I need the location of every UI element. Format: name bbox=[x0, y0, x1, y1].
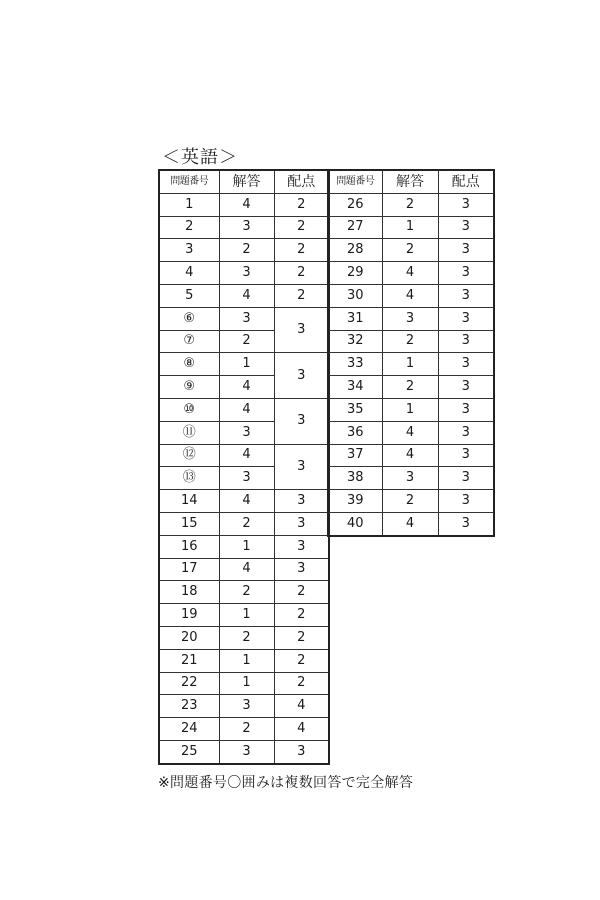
answer-cell: 1 bbox=[219, 353, 274, 376]
points-cell: 3 bbox=[438, 353, 494, 376]
table-row bbox=[159, 512, 329, 535]
question-number-cell: 25 bbox=[159, 740, 219, 763]
answer-cell: 4 bbox=[382, 444, 438, 467]
table-row bbox=[159, 216, 329, 239]
points-cell: 2 bbox=[274, 649, 329, 672]
points-cell: 3 bbox=[274, 535, 329, 558]
question-number-cell: 22 bbox=[159, 672, 219, 695]
answer-cell: 3 bbox=[219, 421, 274, 444]
header-row bbox=[159, 170, 329, 193]
question-number-cell: 23 bbox=[159, 695, 219, 718]
table-row bbox=[328, 307, 494, 330]
points-cell: 3 bbox=[438, 398, 494, 421]
table-body-right bbox=[328, 193, 494, 535]
table-row bbox=[159, 649, 329, 672]
header-question-number: 問題番号 bbox=[159, 170, 219, 193]
table-row bbox=[159, 193, 329, 216]
question-number-cell: ⑦ bbox=[159, 330, 219, 353]
answer-cell: 1 bbox=[219, 649, 274, 672]
answer-cell: 2 bbox=[219, 718, 274, 741]
points-cell: 3 bbox=[274, 558, 329, 581]
answer-cell: 4 bbox=[382, 421, 438, 444]
question-number-cell: ⑬ bbox=[159, 467, 219, 490]
points-cell: 3 bbox=[438, 421, 494, 444]
table-row bbox=[159, 718, 329, 741]
question-number-cell: 21 bbox=[159, 649, 219, 672]
footnote: ※問題番号〇囲みは複数回答で完全解答 bbox=[158, 775, 414, 791]
question-number-cell: 26 bbox=[328, 193, 382, 216]
table-row bbox=[328, 421, 494, 444]
points-cell: 3 bbox=[274, 353, 329, 399]
table-row bbox=[159, 262, 329, 285]
answer-cell: 3 bbox=[219, 740, 274, 763]
points-cell: 2 bbox=[274, 672, 329, 695]
answer-cell: 2 bbox=[219, 239, 274, 262]
question-number-cell: 24 bbox=[159, 718, 219, 741]
header-question-number: 問題番号 bbox=[328, 170, 382, 193]
answer-table-left bbox=[158, 169, 330, 765]
table-row bbox=[328, 444, 494, 467]
question-number-cell: 19 bbox=[159, 604, 219, 627]
answer-cell: 2 bbox=[382, 490, 438, 513]
points-cell: 4 bbox=[274, 695, 329, 718]
table-row bbox=[159, 581, 329, 604]
points-cell: 2 bbox=[274, 262, 329, 285]
header-row bbox=[328, 170, 494, 193]
table-row bbox=[328, 216, 494, 239]
points-cell: 3 bbox=[438, 490, 494, 513]
table-row bbox=[159, 353, 329, 376]
points-cell: 3 bbox=[438, 330, 494, 353]
answer-cell: 2 bbox=[382, 193, 438, 216]
points-cell: 2 bbox=[274, 284, 329, 307]
question-number-cell: 35 bbox=[328, 398, 382, 421]
answer-cell: 4 bbox=[219, 284, 274, 307]
question-number-cell: 15 bbox=[159, 512, 219, 535]
table-row bbox=[159, 626, 329, 649]
table-row bbox=[159, 398, 329, 421]
section-title: ＜英語＞ bbox=[162, 147, 238, 168]
answer-cell: 4 bbox=[219, 376, 274, 399]
question-number-cell: 34 bbox=[328, 376, 382, 399]
table-row bbox=[159, 672, 329, 695]
answer-cell: 1 bbox=[219, 672, 274, 695]
table-row bbox=[328, 262, 494, 285]
table-row bbox=[159, 284, 329, 307]
answer-cell: 4 bbox=[219, 193, 274, 216]
answer-cell: 1 bbox=[219, 604, 274, 627]
table-row bbox=[159, 307, 329, 330]
answer-cell: 2 bbox=[219, 330, 274, 353]
table-row bbox=[328, 376, 494, 399]
answer-cell: 3 bbox=[219, 467, 274, 490]
points-cell: 2 bbox=[274, 626, 329, 649]
question-number-cell: 30 bbox=[328, 284, 382, 307]
points-cell: 2 bbox=[274, 216, 329, 239]
points-cell: 3 bbox=[274, 398, 329, 444]
points-cell: 3 bbox=[438, 376, 494, 399]
answer-cell: 3 bbox=[219, 262, 274, 285]
table-row bbox=[328, 284, 494, 307]
answer-cell: 4 bbox=[219, 490, 274, 513]
points-cell: 3 bbox=[438, 284, 494, 307]
question-number-cell: ⑨ bbox=[159, 376, 219, 399]
question-number-cell: 28 bbox=[328, 239, 382, 262]
points-cell: 3 bbox=[438, 239, 494, 262]
points-cell: 3 bbox=[438, 444, 494, 467]
points-cell: 3 bbox=[438, 193, 494, 216]
answer-cell: 2 bbox=[382, 239, 438, 262]
table-row bbox=[328, 490, 494, 513]
question-number-cell: 1 bbox=[159, 193, 219, 216]
answer-cell: 3 bbox=[382, 307, 438, 330]
points-cell: 3 bbox=[274, 512, 329, 535]
points-cell: 3 bbox=[438, 467, 494, 490]
question-number-cell: 20 bbox=[159, 626, 219, 649]
question-number-cell: ⑫ bbox=[159, 444, 219, 467]
answer-cell: 1 bbox=[382, 353, 438, 376]
points-cell: 4 bbox=[274, 718, 329, 741]
points-cell: 2 bbox=[274, 604, 329, 627]
question-number-cell: 36 bbox=[328, 421, 382, 444]
table-row bbox=[328, 330, 494, 353]
points-cell: 2 bbox=[274, 193, 329, 216]
answer-cell: 1 bbox=[219, 535, 274, 558]
question-number-cell: 29 bbox=[328, 262, 382, 285]
question-number-cell: 31 bbox=[328, 307, 382, 330]
answer-table-right bbox=[327, 169, 495, 537]
points-cell: 3 bbox=[438, 262, 494, 285]
answer-cell: 4 bbox=[382, 512, 438, 535]
points-cell: 2 bbox=[274, 239, 329, 262]
answer-cell: 4 bbox=[219, 444, 274, 467]
header-answer: 解答 bbox=[219, 170, 274, 193]
answer-cell: 3 bbox=[219, 695, 274, 718]
question-number-cell: 37 bbox=[328, 444, 382, 467]
answer-cell: 2 bbox=[219, 512, 274, 535]
table-row bbox=[328, 239, 494, 262]
answer-cell: 4 bbox=[382, 284, 438, 307]
question-number-cell: 18 bbox=[159, 581, 219, 604]
answer-cell: 1 bbox=[382, 216, 438, 239]
answer-cell: 2 bbox=[382, 376, 438, 399]
points-cell: 3 bbox=[274, 307, 329, 353]
question-number-cell: 16 bbox=[159, 535, 219, 558]
answer-cell: 3 bbox=[219, 216, 274, 239]
question-number-cell: 38 bbox=[328, 467, 382, 490]
header-points: 配点 bbox=[438, 170, 494, 193]
table-row bbox=[159, 695, 329, 718]
points-cell: 3 bbox=[274, 740, 329, 763]
header-answer: 解答 bbox=[382, 170, 438, 193]
answer-cell: 2 bbox=[219, 626, 274, 649]
question-number-cell: 14 bbox=[159, 490, 219, 513]
answer-cell: 3 bbox=[382, 467, 438, 490]
table-row bbox=[328, 193, 494, 216]
header-points: 配点 bbox=[274, 170, 329, 193]
question-number-cell: 39 bbox=[328, 490, 382, 513]
question-number-cell: ⑩ bbox=[159, 398, 219, 421]
points-cell: 3 bbox=[438, 216, 494, 239]
table-row bbox=[328, 398, 494, 421]
answer-cell: 4 bbox=[382, 262, 438, 285]
question-number-cell: 33 bbox=[328, 353, 382, 376]
points-cell: 3 bbox=[438, 512, 494, 535]
table-row bbox=[159, 490, 329, 513]
question-number-cell: ⑧ bbox=[159, 353, 219, 376]
answer-cell: 2 bbox=[382, 330, 438, 353]
points-cell: 3 bbox=[274, 490, 329, 513]
question-number-cell: 3 bbox=[159, 239, 219, 262]
question-number-cell: 27 bbox=[328, 216, 382, 239]
answer-cell: 1 bbox=[382, 398, 438, 421]
table-body-left bbox=[159, 193, 329, 763]
table-row bbox=[328, 353, 494, 376]
question-number-cell: 40 bbox=[328, 512, 382, 535]
points-cell: 3 bbox=[438, 307, 494, 330]
answer-cell: 3 bbox=[219, 307, 274, 330]
question-number-cell: ⑪ bbox=[159, 421, 219, 444]
table-row bbox=[159, 558, 329, 581]
table-row bbox=[159, 604, 329, 627]
table-row bbox=[159, 535, 329, 558]
answer-cell: 4 bbox=[219, 398, 274, 421]
question-number-cell: 32 bbox=[328, 330, 382, 353]
table-row bbox=[328, 512, 494, 535]
question-number-cell: 5 bbox=[159, 284, 219, 307]
question-number-cell: 17 bbox=[159, 558, 219, 581]
points-cell: 2 bbox=[274, 581, 329, 604]
answer-cell: 2 bbox=[219, 581, 274, 604]
answer-cell: 4 bbox=[219, 558, 274, 581]
table-row bbox=[328, 467, 494, 490]
table-row bbox=[159, 444, 329, 467]
table-row bbox=[159, 740, 329, 763]
table-row bbox=[159, 239, 329, 262]
question-number-cell: 2 bbox=[159, 216, 219, 239]
points-cell: 3 bbox=[274, 444, 329, 490]
question-number-cell: 4 bbox=[159, 262, 219, 285]
question-number-cell: ⑥ bbox=[159, 307, 219, 330]
